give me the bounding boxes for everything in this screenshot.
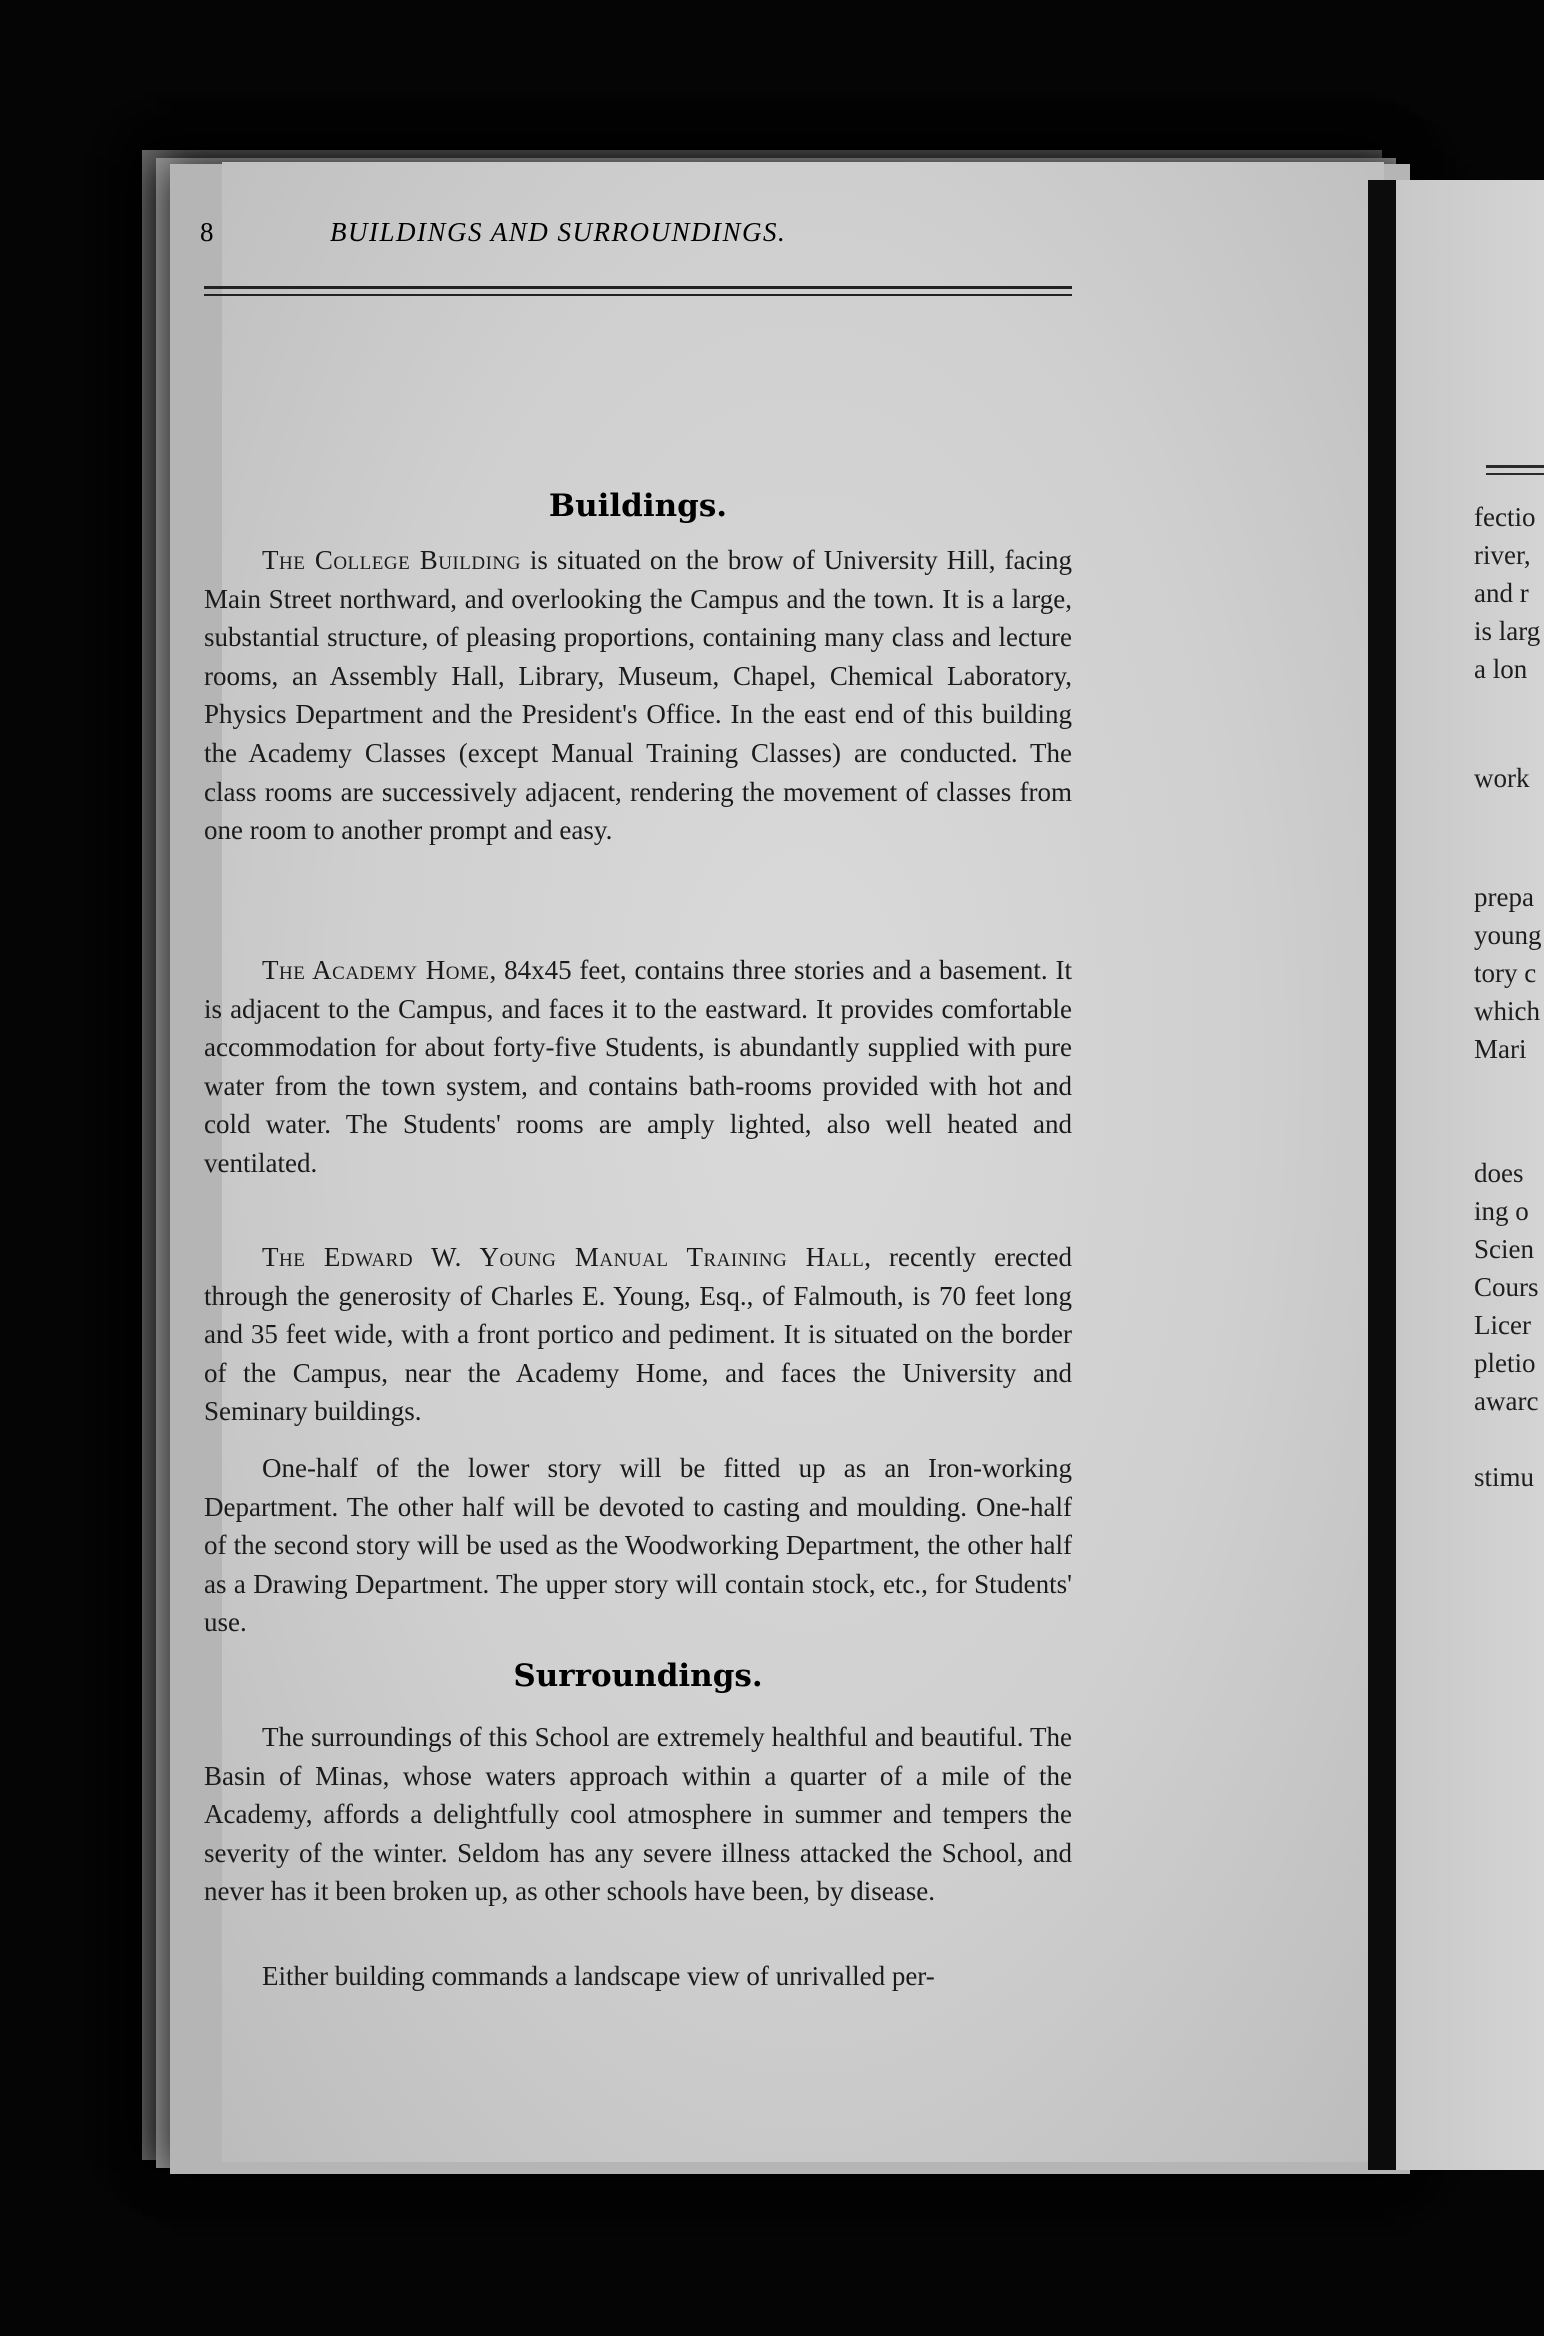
facing-fragment: a lon (1474, 654, 1528, 684)
section-heading-buildings: Buildings. (548, 488, 728, 524)
facing-fragment: Scien (1474, 1234, 1534, 1264)
facing-fragment: which (1474, 996, 1540, 1026)
paragraph-text: Either building commands a landscape view of unrivalled per- (262, 1961, 935, 1991)
paragraph-lead: The College Building (262, 545, 521, 575)
facing-fragment: is larg (1474, 616, 1541, 646)
facing-fragment: river, (1474, 540, 1531, 570)
facing-fragment: young (1474, 920, 1542, 950)
facing-fragment: stimu (1474, 1462, 1535, 1492)
running-header (200, 217, 1144, 257)
paragraph-text: The surroundings of this School are extremely healthful and beautiful. The Basin of Minas, whose waters approach within a quarter of a mile of the Academy, affords a delightfully cool atmosphere in summer and tempers the severity of the winter. Seldom has any severe illness attacked the School, and never has it been broken up, as other schools have been, by disease. (204, 1722, 1072, 1907)
facing-fragment: does (1474, 1158, 1524, 1188)
paragraph-surroundings (204, 1718, 1072, 1911)
header-rule (204, 286, 1072, 289)
header-rule (204, 294, 1072, 296)
facing-fragment: Licer (1474, 1310, 1531, 1340)
facing-fragment: prepa (1474, 882, 1534, 912)
paragraph-manual-training-hall (204, 1238, 1072, 1431)
facing-fragment: fectio (1474, 502, 1536, 532)
facing-fragment: ing o (1474, 1196, 1529, 1226)
facing-fragment: and r (1474, 578, 1529, 608)
facing-page-rule (1486, 473, 1544, 475)
paragraph-college-building (204, 541, 1072, 850)
facing-page (1396, 180, 1544, 2170)
facing-fragment: Cours (1474, 1272, 1539, 1302)
book-gutter (1368, 180, 1396, 2170)
paragraph-text: is situated on the brow of University Hill, facing Main Street northward, and overlooking the Campus and the town. It is a large, substantial structure, of pleasing proportions, containing many class and lecture rooms, an Assembly Hall, Library, Museum, Chapel, Chemical Laboratory, Physics Department and the President's Office. In the east end of this building the Academy Classes (except Manual Training Classes) are conducted. The class rooms are successively adjacent, rendering the movement of classes from one room to another prompt and easy. (204, 545, 1072, 846)
running-title: BUILDINGS AND SURROUNDINGS. (330, 217, 787, 247)
paragraph-landscape (204, 1957, 1072, 1996)
paragraph-lead: The Academy Home (262, 955, 490, 985)
facing-page-rule (1486, 465, 1544, 468)
page-number: 8 (200, 217, 214, 247)
facing-fragment: pletio (1474, 1348, 1536, 1378)
paragraph-text: , 84x45 feet, contains three stories and a basement. It is adjacent to the Campus, and faces it to the eastward. It provides comfortable accommodation for about forty-five Students, is abundantly supplied with pure water from the town system, and contains bath-rooms provided with hot and cold water. The Students' rooms are amply lighted, also well heated and ventilated. (204, 955, 1072, 1178)
paragraph-academy-home (204, 951, 1072, 1183)
facing-fragment: Mari (1474, 1034, 1527, 1064)
facing-fragment: tory c (1474, 958, 1537, 988)
section-heading-surroundings: Surroundings. (513, 1658, 763, 1694)
paragraph-departments (204, 1449, 1072, 1642)
paragraph-lead: The Edward W. Young Manual Training Hall (262, 1242, 865, 1272)
paragraph-text: , recently erected through the generosity of Charles E. Young, Esq., of Falmouth, is 70 feet long and 35 feet wide, with a front portico and pediment. It is situated on the border of the Campus, near the Academy Home, and faces the University and Seminary buildings. (204, 1242, 1072, 1427)
facing-fragment: awarc (1474, 1386, 1539, 1416)
paragraph-text: One-half of the lower story will be fitted up as an Iron-working Department. The other half will be devoted to casting and moulding. One-half of the second story will be used as the Woodworking Department, the other half as a Drawing Department. The upper story will contain stock, etc., for Students' use. (204, 1453, 1072, 1638)
facing-fragment: work (1474, 763, 1530, 793)
